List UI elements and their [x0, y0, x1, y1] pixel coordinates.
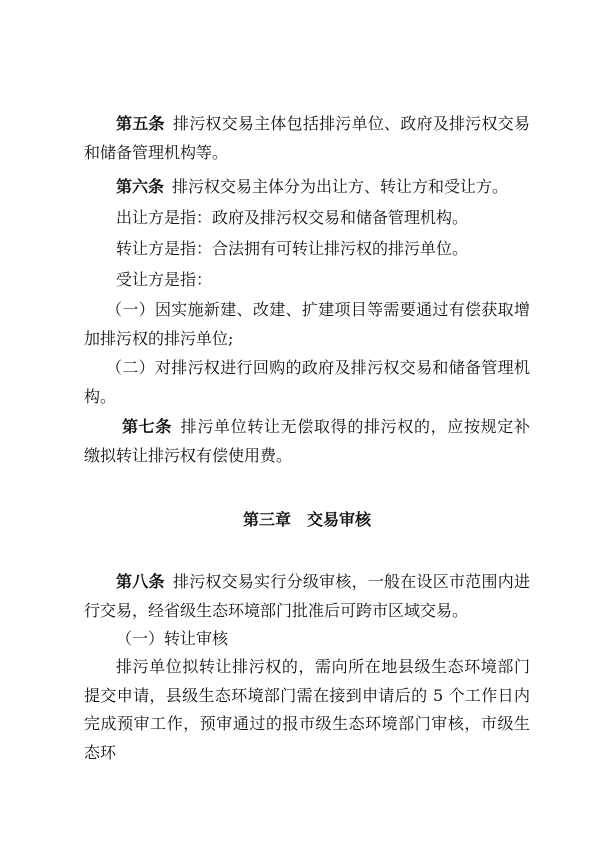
transferee-item-2: （二）对排污权进行回购的政府及排污权交易和储备管理机构。 — [84, 358, 530, 406]
article-8-text: 排污权交易实行分级审核，一般在设区市范围内进行交易，经省级生态环境部门批准后可跨市区域交易。 — [84, 572, 530, 620]
article-5-paragraph — [84, 110, 530, 167]
article-5-label: 第五条 — [116, 114, 165, 133]
article-8-label: 第八条 — [116, 572, 165, 591]
article-6-label: 第六条 — [116, 177, 165, 196]
transferee-item-1: （一）因实施新建、改建、扩建项目等需要通过有偿获取增加排污权的排污单位; — [84, 300, 530, 348]
transferee-definition: 受让方是指： — [116, 270, 213, 289]
article-7-text: 排污单位转让无偿取得的排污权的，应按规定补缴拟转让排污权有偿使用费。 — [84, 417, 530, 465]
article-5-text: 排污权交易主体包括排污单位、政府及排污权交易和储备管理机构等。 — [84, 114, 530, 162]
transferor-definition: 转让方是指：合法拥有可转让排污权的排污单位。 — [116, 239, 469, 258]
article-7-label: 第七条 — [122, 417, 172, 436]
chapter-3-title: 第三章 交易审核 — [242, 510, 371, 529]
article-6-text: 排污权交易主体分为出让方、转让方和受让方。 — [172, 177, 509, 196]
transfer-review-text: 排污单位拟转让排污权的，需向所在地县级生态环境部门提交申请，县级生态环境部门需在接到申请后的 5 个工作日内完成预审工作，预审通过的报市级生态环境部门审核，市级生态环 — [84, 657, 530, 762]
article-8-paragraph — [84, 568, 530, 625]
transfer-review-heading: （一）转让审核 — [116, 629, 229, 648]
article-7-paragraph — [84, 413, 530, 470]
article-6-paragraph — [84, 173, 530, 202]
transferor-out-definition: 出让方是指：政府及排污权交易和储备管理机构。 — [116, 208, 469, 227]
